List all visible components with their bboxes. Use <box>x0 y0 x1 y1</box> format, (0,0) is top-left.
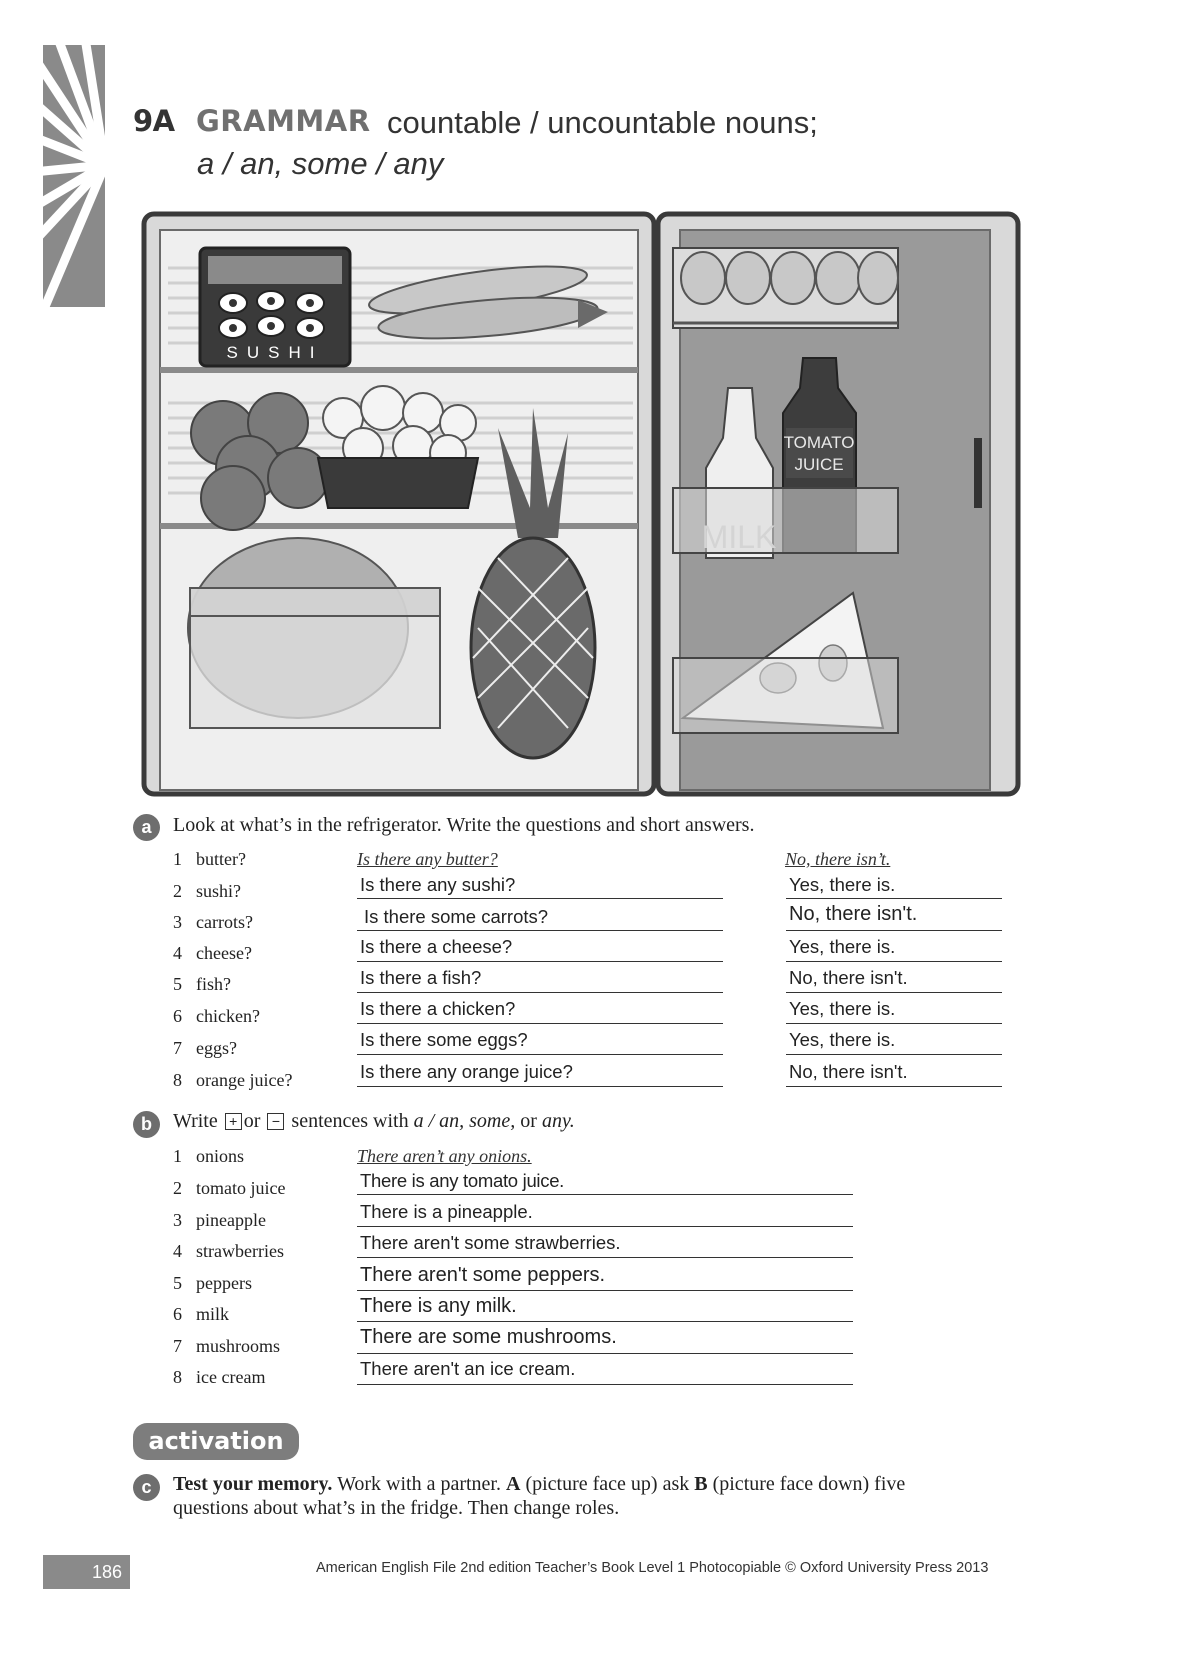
answer-line <box>786 1086 1002 1087</box>
sentence-answer[interactable]: There is any milk. <box>360 1295 517 1317</box>
item-number: 6 <box>173 1006 182 1026</box>
sentence-answer[interactable]: There aren't some strawberries. <box>360 1232 621 1253</box>
item-number: 8 <box>173 1070 182 1090</box>
fridge-illustration <box>138 208 1028 798</box>
short-answer[interactable]: No, there isn't. <box>789 903 918 925</box>
answer-line <box>786 898 1002 899</box>
footer-credit: American English File 2nd edition Teacher’s Book Level 1 Photocopiable © Oxford University Press 2013 <box>316 1560 989 1576</box>
question-answer[interactable]: Is there any orange juice? <box>360 1061 573 1082</box>
short-answer[interactable]: Yes, there is. <box>789 998 896 1019</box>
answer-line <box>357 1353 853 1354</box>
sentence-answer[interactable]: There is a pineapple. <box>360 1201 533 1222</box>
item-number: 4 <box>173 943 182 963</box>
answer-line <box>357 1086 723 1087</box>
question-answer[interactable]: Is there a fish? <box>360 967 482 988</box>
exercise-c-marker: c <box>133 1474 160 1501</box>
item-number: 3 <box>173 912 182 932</box>
exercise-b-instruction: Write + or − sentences with a / an, some, or any. <box>173 1110 575 1132</box>
item-number: 8 <box>173 1367 182 1387</box>
item-word: orange juice? <box>196 1070 293 1090</box>
page-number: 186 <box>43 1555 130 1589</box>
answer-line <box>786 930 1002 931</box>
answer-line <box>786 1023 1002 1024</box>
item-number: 7 <box>173 1038 182 1058</box>
item-word: ice cream <box>196 1367 266 1387</box>
juice-label-1: TOMATO <box>783 433 855 452</box>
answer-line <box>786 961 1002 962</box>
activation-instruction-line-2: questions about what’s in the fridge. Then change roles. <box>173 1497 620 1519</box>
sentence-answer[interactable]: There are some mushrooms. <box>360 1326 617 1348</box>
answer-line <box>786 1054 1002 1055</box>
short-answer[interactable]: No, there isn't. <box>789 1061 908 1082</box>
item-word: mushrooms <box>196 1336 281 1356</box>
question-answer[interactable]: Is there some eggs? <box>360 1029 528 1050</box>
section-label: GRAMMAR <box>196 104 371 138</box>
item-number: 3 <box>173 1210 182 1230</box>
answer-line <box>357 1194 853 1195</box>
example-answer: No, there isn’t. <box>785 849 891 869</box>
item-number: 4 <box>173 1241 182 1261</box>
example-question: Is there any butter? <box>357 849 498 869</box>
exercise-a-instruction: Look at what’s in the refrigerator. Write the questions and short answers. <box>173 814 755 836</box>
item-word: pineapple <box>196 1210 266 1230</box>
item-word: fish? <box>196 974 231 994</box>
juice-label-2: JUICE <box>794 455 844 474</box>
item-word: onions <box>196 1146 245 1166</box>
activation-instruction-line-1: Test your memory. Work with a partner. A (picture face up) ask B (picture face down) five <box>173 1473 906 1495</box>
item-number: 2 <box>173 1178 182 1198</box>
item-number: 6 <box>173 1304 182 1324</box>
item-word: sushi? <box>196 881 241 901</box>
item-word: eggs? <box>196 1038 237 1058</box>
answer-line <box>357 898 723 899</box>
item-number: 2 <box>173 881 182 901</box>
item-word: chicken? <box>196 1006 260 1026</box>
sushi-label: SUSHI <box>226 343 324 362</box>
question-answer[interactable]: Is there some carrots? <box>364 906 549 927</box>
sentence-answer[interactable]: There aren't some peppers. <box>360 1264 606 1286</box>
short-answer[interactable]: No, there isn't. <box>789 967 908 988</box>
activation-heading: activation <box>133 1423 299 1460</box>
item-word: tomato juice <box>196 1178 286 1198</box>
item-number: 5 <box>173 974 182 994</box>
answer-line <box>357 961 723 962</box>
plus-box-icon: + <box>225 1113 242 1130</box>
question-answer[interactable]: Is there a cheese? <box>360 936 513 957</box>
item-number: 5 <box>173 1273 182 1293</box>
item-number: 1 <box>173 849 182 869</box>
topic-line-2: a / an, some / any <box>197 146 444 181</box>
item-word: milk <box>196 1304 230 1324</box>
answer-line <box>357 1321 853 1322</box>
decorative-sunburst <box>43 45 105 307</box>
sentence-answer[interactable]: There aren't an ice cream. <box>360 1358 576 1379</box>
answer-line <box>357 1226 853 1227</box>
example-sentence: There aren’t any onions. <box>357 1146 532 1166</box>
answer-line <box>357 1290 853 1291</box>
short-answer[interactable]: Yes, there is. <box>789 936 896 957</box>
item-word: carrots? <box>196 912 253 932</box>
item-word: strawberries <box>196 1241 284 1261</box>
item-number: 7 <box>173 1336 182 1356</box>
item-word: cheese? <box>196 943 252 963</box>
answer-line <box>357 930 723 931</box>
exercise-b-marker: b <box>133 1111 160 1138</box>
answer-line <box>357 1023 723 1024</box>
topic-line-1: countable / uncountable nouns; <box>387 105 818 140</box>
unit-code: 9A <box>133 104 175 138</box>
answer-line <box>786 992 1002 993</box>
short-answer[interactable]: Yes, there is. <box>789 874 896 895</box>
question-answer[interactable]: Is there any sushi? <box>360 874 516 895</box>
answer-line <box>357 992 723 993</box>
answer-line <box>357 1384 853 1385</box>
question-answer[interactable]: Is there a chicken? <box>360 998 516 1019</box>
item-number: 1 <box>173 1146 182 1166</box>
short-answer[interactable]: Yes, there is. <box>789 1029 896 1050</box>
sentence-answer[interactable]: There is any tomato juice. <box>360 1170 565 1191</box>
exercise-a-marker: a <box>133 814 160 841</box>
item-word: butter? <box>196 849 246 869</box>
answer-line <box>357 1257 853 1258</box>
answer-line <box>357 1054 723 1055</box>
item-word: peppers <box>196 1273 252 1293</box>
minus-box-icon: − <box>267 1113 284 1130</box>
